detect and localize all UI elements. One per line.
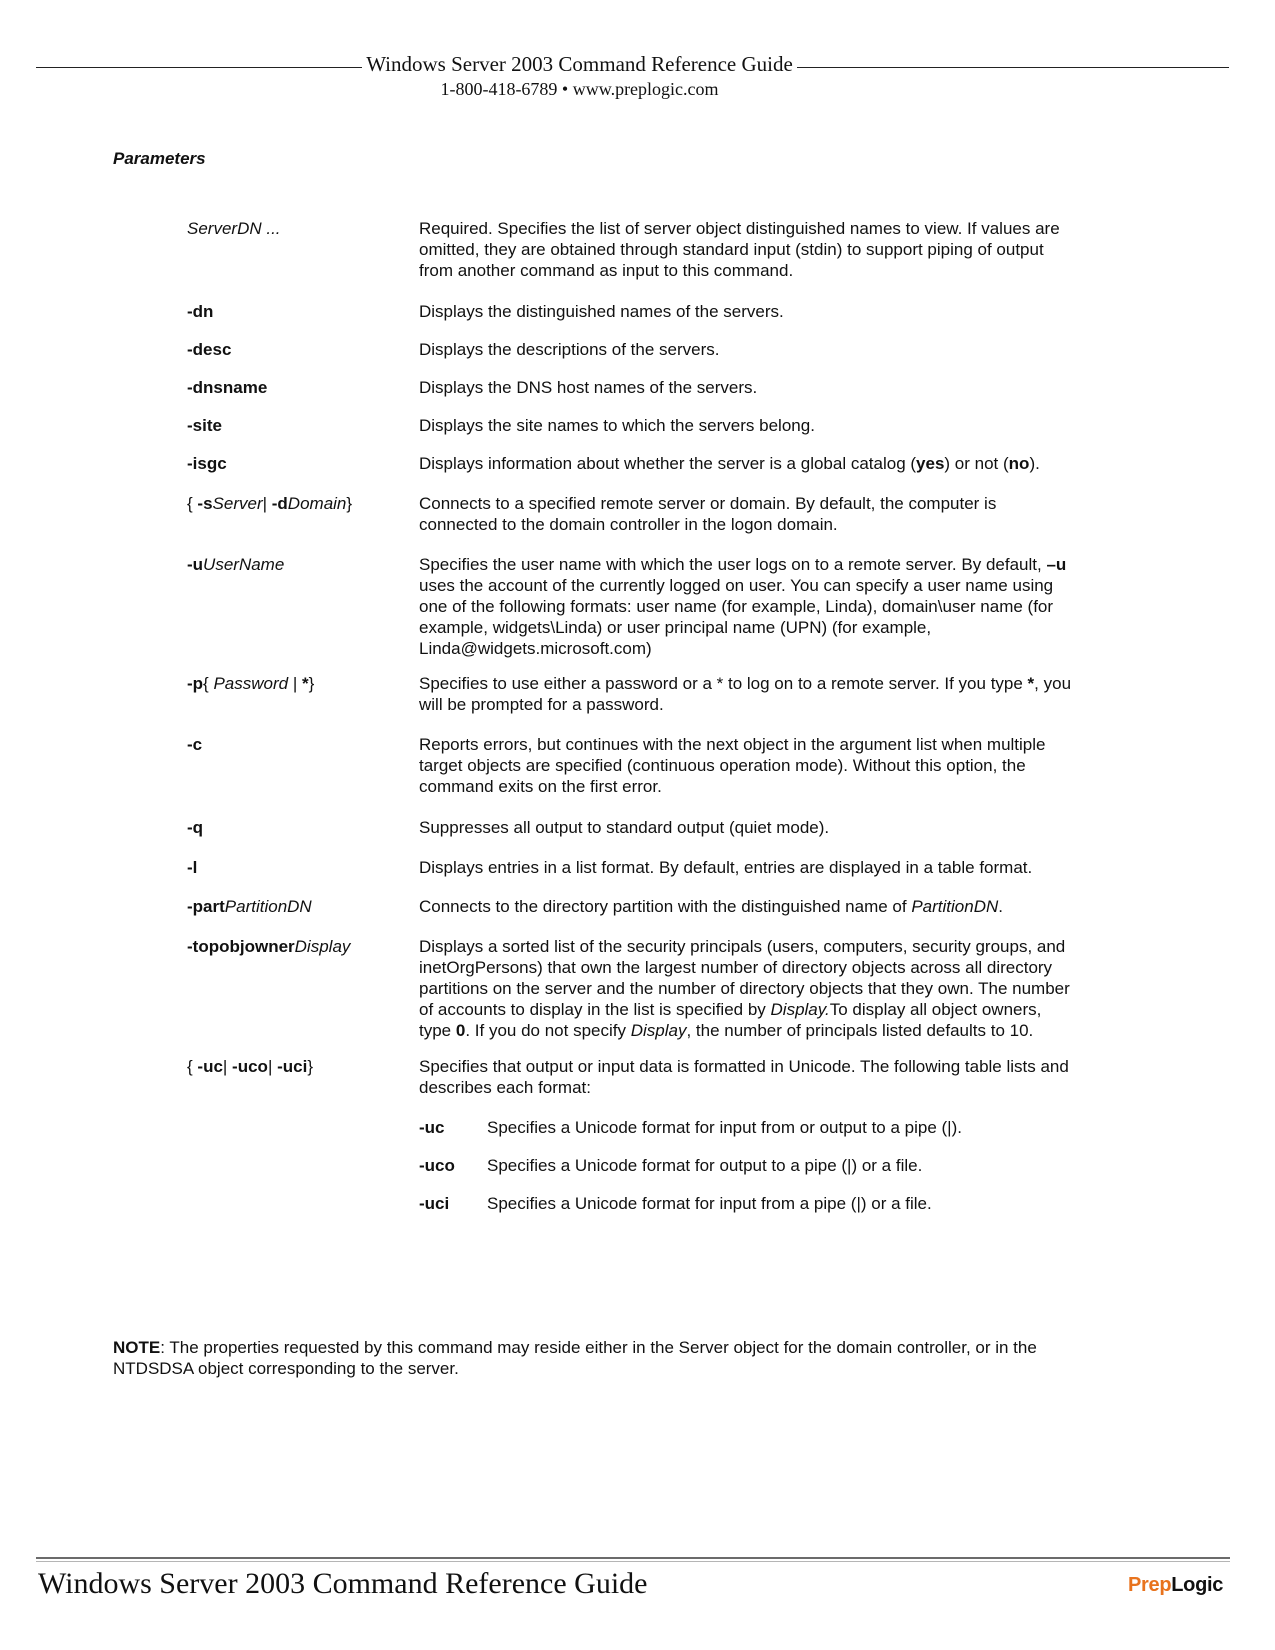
parameter-description xyxy=(419,339,1074,360)
parameter-description-text xyxy=(419,817,1074,838)
text-run: -l xyxy=(187,858,198,877)
footer-rule xyxy=(36,1557,1230,1559)
text-run: Displays the DNS host names of the servers. xyxy=(419,378,758,397)
note-paragraph xyxy=(113,1337,1098,1379)
parameter-row xyxy=(187,301,1087,322)
text-run: -d xyxy=(271,494,288,513)
text-run: UserName xyxy=(203,555,285,574)
parameter-row xyxy=(187,218,1087,281)
text-run: Displays information about whether the server is a global catalog ( xyxy=(419,454,917,473)
parameter-name xyxy=(187,339,419,360)
parameter-description xyxy=(419,453,1074,474)
text-run: Displays the distinguished names of the servers. xyxy=(419,302,784,321)
parameter-row xyxy=(187,896,1087,917)
parameter-description xyxy=(419,936,1074,1041)
text-run: | xyxy=(267,1057,278,1076)
parameter-name xyxy=(187,218,419,239)
parameter-name xyxy=(187,493,419,514)
parameter-description-text xyxy=(419,734,1074,797)
parameter-description-text xyxy=(419,301,1074,322)
header-rule-right xyxy=(797,67,1229,68)
parameter-row xyxy=(187,817,1087,838)
text-run: -uc xyxy=(197,1057,223,1076)
text-run: Displays the descriptions of the servers. xyxy=(419,340,720,359)
text-run: Display. xyxy=(770,1000,830,1019)
text-run: no xyxy=(1008,454,1030,473)
text-run: Suppresses all output to standard output (quiet mode). xyxy=(419,818,830,837)
text-run: ). xyxy=(1029,454,1040,473)
text-run: ) or not ( xyxy=(944,454,1009,473)
text-run: Display xyxy=(630,1021,687,1040)
text-run: Displays entries in a list format. By default, entries are displayed in a table format. xyxy=(419,858,1033,877)
parameter-description xyxy=(419,554,1074,659)
format-switch: -uc xyxy=(419,1118,445,1137)
parameter-description xyxy=(419,817,1074,838)
text-run: -dn xyxy=(187,302,214,321)
parameter-name xyxy=(187,554,419,575)
text-run: -desc xyxy=(187,340,232,359)
parameter-name xyxy=(187,896,419,917)
text-run: } xyxy=(308,674,315,693)
parameter-description-text xyxy=(419,339,1074,360)
parameter-row xyxy=(187,554,1087,659)
text-run: Server xyxy=(212,494,263,513)
footer-rule-thin xyxy=(36,1561,1230,1562)
preplogic-logo xyxy=(1128,1574,1223,1597)
text-run: } xyxy=(346,494,353,513)
text-run: Password xyxy=(213,674,289,693)
parameter-description-text xyxy=(419,415,1074,436)
text-run: yes xyxy=(916,454,945,473)
text-run: } xyxy=(307,1057,313,1076)
text-run: -part xyxy=(187,897,225,916)
parameter-name xyxy=(187,377,419,398)
logo-prep: Prep xyxy=(1128,1574,1172,1596)
parameter-description-text xyxy=(419,896,1074,917)
footer-title: Windows Server 2003 Command Reference Guide xyxy=(38,1567,648,1600)
text-run: * xyxy=(1027,674,1035,693)
parameter-description xyxy=(419,857,1074,878)
parameter-name xyxy=(187,415,419,436)
format-switch: -uci xyxy=(419,1194,450,1213)
text-run: Display xyxy=(294,937,351,956)
text-run: , the number of principals listed defaults to 10. xyxy=(686,1021,1034,1040)
parameter-row xyxy=(187,493,1087,535)
parameter-description-text xyxy=(419,554,1074,659)
unicode-format-table xyxy=(419,1117,1074,1214)
text-run: –u xyxy=(1046,555,1067,574)
parameter-description xyxy=(419,896,1074,917)
parameter-description xyxy=(419,377,1074,398)
format-description: Specifies a Unicode format for input from a pipe (|) or a file. xyxy=(487,1194,932,1213)
format-description: Specifies a Unicode format for output to a pipe (|) or a file. xyxy=(487,1156,923,1175)
format-description: Specifies a Unicode format for input from or output to a pipe (|). xyxy=(487,1118,962,1137)
text-run: Domain xyxy=(287,494,347,513)
text-run: -uci xyxy=(277,1057,308,1076)
text-run: -site xyxy=(187,416,222,435)
text-run: uses the account of the currently logged on user. You can specify a user name using one of the following formats: user name (for example, Linda), domain\user name (for example, widgets\Linda) or user principal name (UPN) (for example, Linda@widgets.microsoft.com) xyxy=(419,576,1054,658)
parameter-description-text xyxy=(419,218,1074,281)
text-run: { xyxy=(203,674,214,693)
parameter-row xyxy=(187,377,1087,398)
parameter-name xyxy=(187,936,419,957)
parameter-description xyxy=(419,415,1074,436)
text-run: -q xyxy=(187,818,204,837)
parameter-row xyxy=(187,673,1087,715)
parameter-row xyxy=(187,734,1087,797)
format-row xyxy=(419,1155,1074,1176)
text-run: To display all object owners, type xyxy=(419,1000,1042,1040)
parameter-description-text xyxy=(419,936,1074,1041)
text-run: { xyxy=(187,1057,198,1076)
parameter-row xyxy=(187,453,1087,474)
text-run: Connects to the directory partition with the distinguished name of xyxy=(419,897,912,916)
parameter-table xyxy=(187,200,1087,1214)
text-run: Reports errors, but continues with the next object in the argument list when multiple target objects are specified (continuous operation mode). Without this option, the command exits on the first error. xyxy=(419,735,1046,796)
parameter-description-text xyxy=(419,673,1074,715)
text-run: * xyxy=(301,674,309,693)
text-run: ServerDN ... xyxy=(187,219,281,238)
text-run: Specifies that output or input data is formatted in Unicode. The following table lists and describes each format: xyxy=(419,1057,1069,1097)
header-rule-left xyxy=(36,67,362,68)
text-run: Required. Specifies the list of server object distinguished names to view. If values are omitted, they are obtained through standard input (stdin) to support piping of output from another command as input to this command. xyxy=(419,219,1060,280)
text-run: -c xyxy=(187,735,203,754)
note-label: NOTE xyxy=(113,1338,161,1357)
text-run: { xyxy=(187,494,198,513)
text-run: Specifies to use either a password or a * to log on to a remote server. If you type xyxy=(419,674,1028,693)
parameter-description xyxy=(419,1056,1074,1214)
parameter-row xyxy=(187,1056,1087,1214)
parameter-description-text xyxy=(419,453,1074,474)
text-run: -p xyxy=(187,674,204,693)
section-heading: Parameters xyxy=(113,149,206,168)
header-contact: 1-800-418-6789 • www.preplogic.com xyxy=(440,79,719,99)
text-run: 0 xyxy=(455,1021,466,1040)
parameter-description-text xyxy=(419,1056,1074,1098)
text-run: , you will be prompted for a password. xyxy=(419,674,1072,714)
parameter-description xyxy=(419,493,1074,535)
text-run: -isgc xyxy=(187,454,227,473)
parameter-name xyxy=(187,1056,419,1077)
parameter-description-text xyxy=(419,493,1074,535)
text-run: PartitionDN xyxy=(911,897,999,916)
text-run: -u xyxy=(187,555,204,574)
header-title: Windows Server 2003 Command Reference Guide xyxy=(366,52,793,76)
text-run: -s xyxy=(197,494,213,513)
text-run: | xyxy=(222,1057,233,1076)
parameter-name xyxy=(187,857,419,878)
text-run: . xyxy=(998,897,1003,916)
logo-logic: Logic xyxy=(1171,1574,1224,1596)
parameter-description xyxy=(419,673,1074,715)
parameter-row xyxy=(187,857,1087,878)
text-run: | xyxy=(288,674,302,693)
parameter-description xyxy=(419,301,1074,322)
parameter-name xyxy=(187,673,419,694)
format-row xyxy=(419,1117,1074,1138)
parameter-row xyxy=(187,339,1087,360)
text-run: -uco xyxy=(232,1057,268,1076)
text-run: Displays the site names to which the servers belong. xyxy=(419,416,815,435)
format-switch: -uco xyxy=(419,1156,455,1175)
parameter-description-text xyxy=(419,377,1074,398)
text-run: . If you do not specify xyxy=(465,1021,631,1040)
format-row xyxy=(419,1193,1074,1214)
text-run: | xyxy=(262,494,272,513)
parameter-description-text xyxy=(419,857,1074,878)
parameter-description xyxy=(419,734,1074,797)
parameter-name xyxy=(187,301,419,322)
text-run: -dnsname xyxy=(187,378,268,397)
note-text: : The properties requested by this command may reside either in the Server object for the domain controller, or in the NTDSDSA object corresponding to the server. xyxy=(113,1338,1037,1378)
parameter-name xyxy=(187,817,419,838)
text-run: Displays a sorted list of the security principals (users, computers, security groups, and inetOrgPersons) that own the largest number of directory objects across all directory partitions on the server and the number of directory objects that they own. The number of accounts to display in the list is specified by xyxy=(419,937,1070,1019)
parameter-name xyxy=(187,734,419,755)
parameter-description xyxy=(419,218,1074,281)
parameter-name xyxy=(187,453,419,474)
text-run: -topobjowner xyxy=(187,937,295,956)
text-run: Connects to a specified remote server or domain. By default, the computer is connected to the domain controller in the logon domain. xyxy=(419,494,997,534)
parameter-row xyxy=(187,415,1087,436)
parameter-row xyxy=(187,936,1087,1041)
text-run: Specifies the user name with which the user logs on to a remote server. By default, xyxy=(419,555,1047,574)
text-run: PartitionDN xyxy=(224,897,312,916)
